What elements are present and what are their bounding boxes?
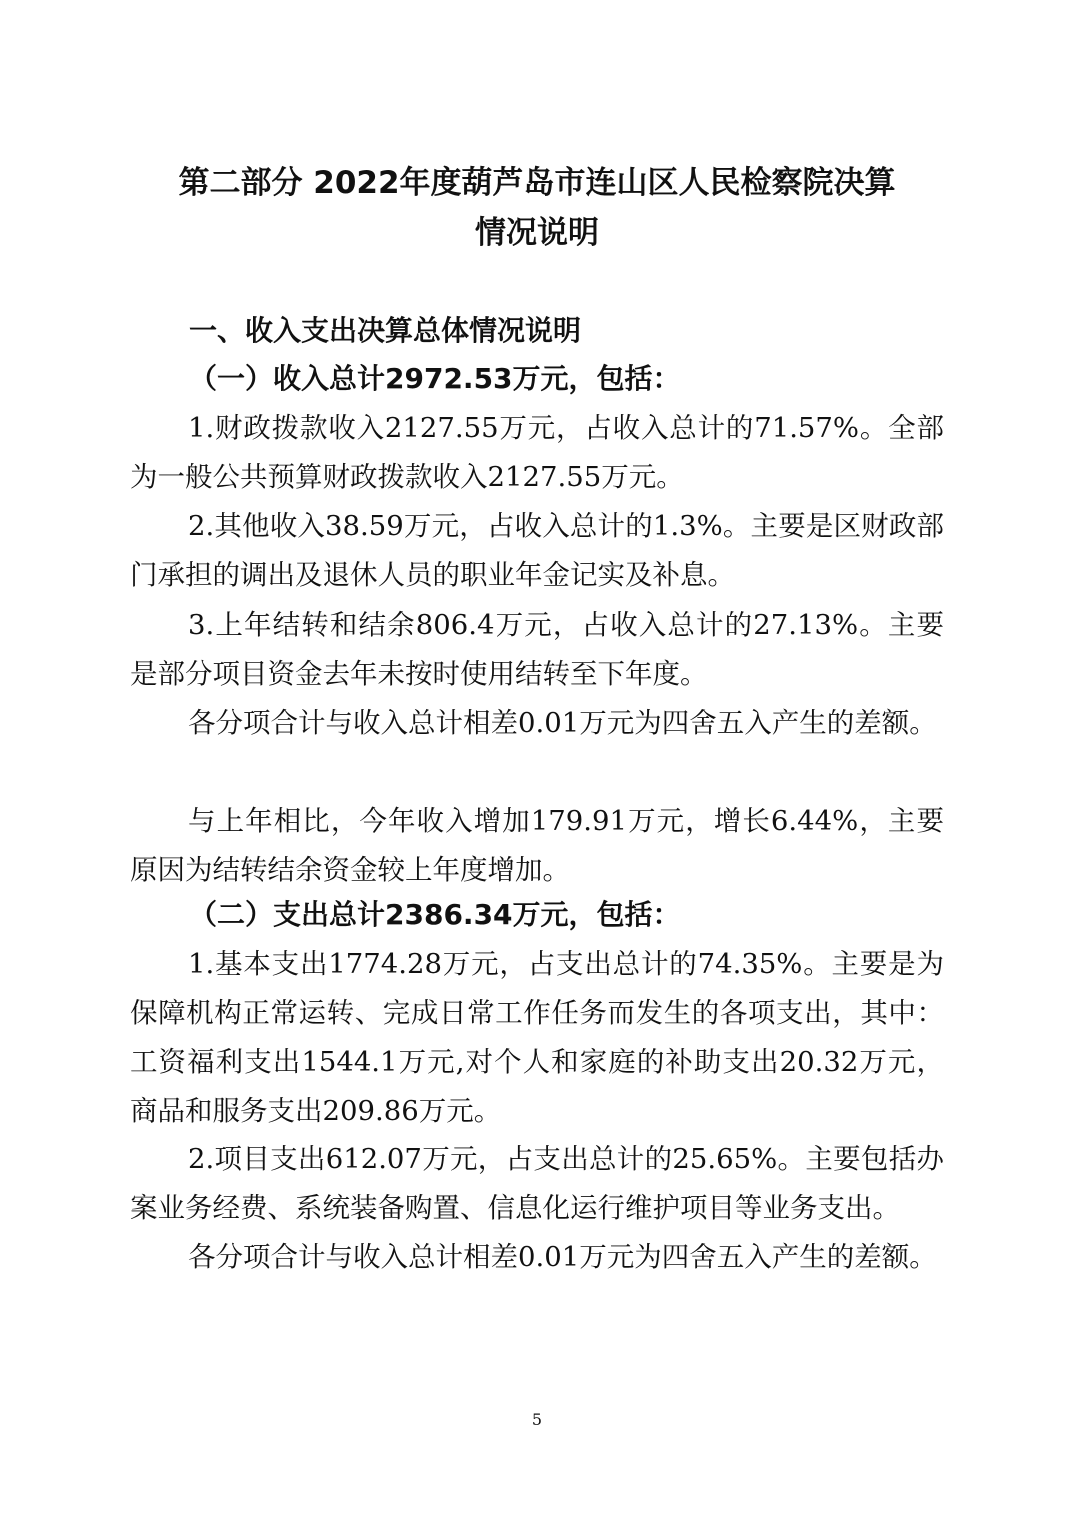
paragraph-basic-expense: 1.基本支出1774.28万元，占支出总计的74.35%。主要是为保障机构正常运转、完成日常工作任务而发生的各项支出，其中：工资福利支出1544.1万元,对个人和家庭的补助支出20.32万元，商品和服务支出209.86万元。 [130, 948, 944, 1127]
paragraph-other-income: 2.其他收入38.59万元，占收入总计的1.3%。主要是区财政部门承担的调出及退休人员的职业年金记实及补息。 [130, 510, 944, 591]
page-number: 5 [531, 1410, 543, 1429]
subheading-income-total: （一）收入总计2972.53万元，包括： [189, 362, 681, 395]
paragraph-carryover: 3.上年结转和结余806.4万元，占收入总计的27.13%。主要是部分项目资金去年未按时使用结转至下年度。 [130, 609, 944, 690]
section-heading-overview: 一、收入支出决算总体情况说明 [189, 314, 582, 347]
paragraph-project-expense: 2.项目支出612.07万元，占支出总计的25.65%。主要包括办案业务经费、系统装备购置、信息化运行维护项目等业务支出。 [130, 1143, 944, 1224]
subheading-expense-total: （二）支出总计2386.34万元，包括： [189, 898, 681, 931]
paragraph-expense-rounding-note: 各分项合计与收入总计相差0.01万元为四舍五入产生的差额。 [188, 1241, 937, 1273]
paragraph-income-comparison: 与上年相比，今年收入增加179.91万元，增长6.44%，主要原因为结转结余资金较上年度增加。 [130, 805, 944, 886]
paragraph-income-rounding-note: 各分项合计与收入总计相差0.01万元为四舍五入产生的差额。 [188, 707, 937, 739]
document-title-line2: 情况说明 [475, 215, 599, 251]
paragraph-fiscal-appropriation: 1.财政拨款收入2127.55万元，占收入总计的71.57%。全部为一般公共预算财政拨款收入2127.55万元。 [130, 412, 944, 493]
document-title-line1: 第二部分 2022年度葫芦岛市连山区人民检察院决算 [178, 165, 896, 201]
